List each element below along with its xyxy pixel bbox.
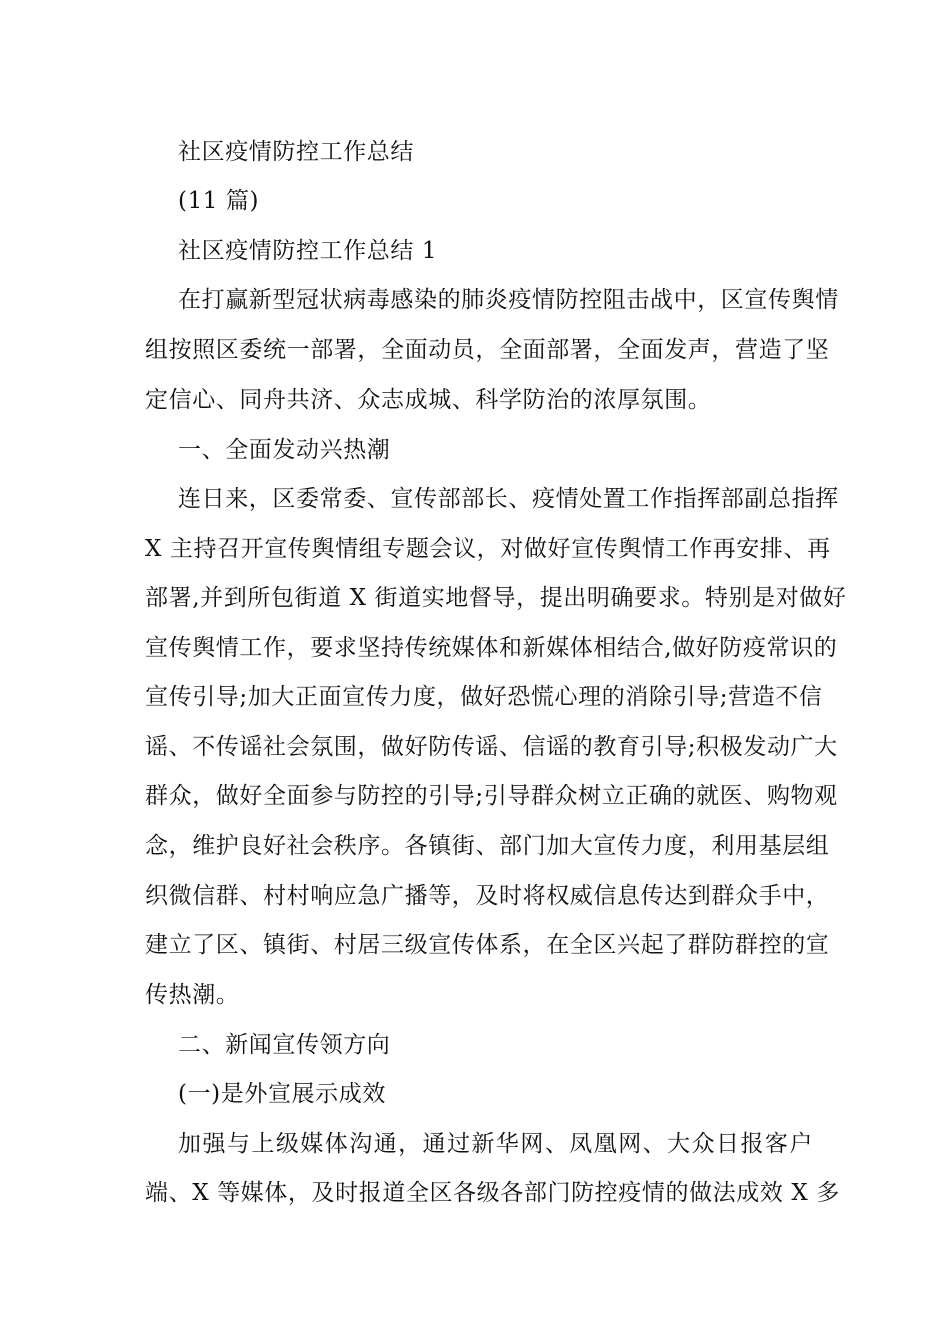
text-line: 连日来，区委常委、宣传部部长、疫情处置工作指挥部副总指挥 (178, 486, 839, 512)
text-line: 建立了区、镇街、村居三级宣传体系，在全区兴起了群防群控的宣 (145, 932, 830, 958)
text-line: 谣、不传谣社会氛围，做好防传谣、信谣的教育引导;积极发动广大 (145, 734, 838, 760)
document-subtitle: (11 篇) (178, 188, 260, 214)
document-title: 社区疫情防控工作总结 (178, 139, 414, 165)
heading-2: 二、新闻宣传领方向 (178, 1032, 391, 1058)
text-line: 端、X 等媒体，及时报道全区各级各部门防控疫情的做法成效 X 多 (145, 1180, 840, 1206)
heading-1: 一、全面发动兴热潮 (178, 437, 391, 463)
text-line: 在打赢新型冠状病毒感染的肺炎疫情防控阻击战中，区宣传舆情 (178, 287, 839, 313)
text-line: 定信心、同舟共济、众志成城、科学防治的浓厚氛围。 (145, 387, 712, 413)
text-line: 传热潮。 (145, 982, 240, 1008)
text-line: 宣传引导;加大正面宣传力度，做好恐慌心理的消除引导;营造不信 (145, 684, 823, 710)
text-line: 群众，做好全面参与防控的引导;引导群众树立正确的就医、购物观 (145, 783, 838, 809)
heading-3: (一)是外宣展示成效 (178, 1081, 386, 1107)
text-line: 念，维护良好社会秩序。各镇街、部门加大宣传力度，利用基层组 (145, 833, 830, 859)
text-line: 宣传舆情工作，要求坚持传统媒体和新媒体相结合,做好防疫常识的 (145, 635, 838, 661)
text-line: X 主持召开宣传舆情组专题会议，对做好宣传舆情工作再安排、再 (145, 536, 831, 562)
text-line: 织微信群、村村响应急广播等，及时将权威信息传达到群众手中， (145, 883, 830, 909)
section-title: 社区疫情防控工作总结 1 (178, 238, 438, 264)
text-line: 加强与上级媒体沟通，通过新华网、凤凰网、大众日报客户 (178, 1131, 813, 1157)
text-line: 部署,并到所包街道 X 街道实地督导，提出明确要求。特别是对做好 (145, 585, 847, 611)
text-line: 组按照区委统一部署，全面动员，全面部署，全面发声，营造了坚 (145, 337, 830, 363)
